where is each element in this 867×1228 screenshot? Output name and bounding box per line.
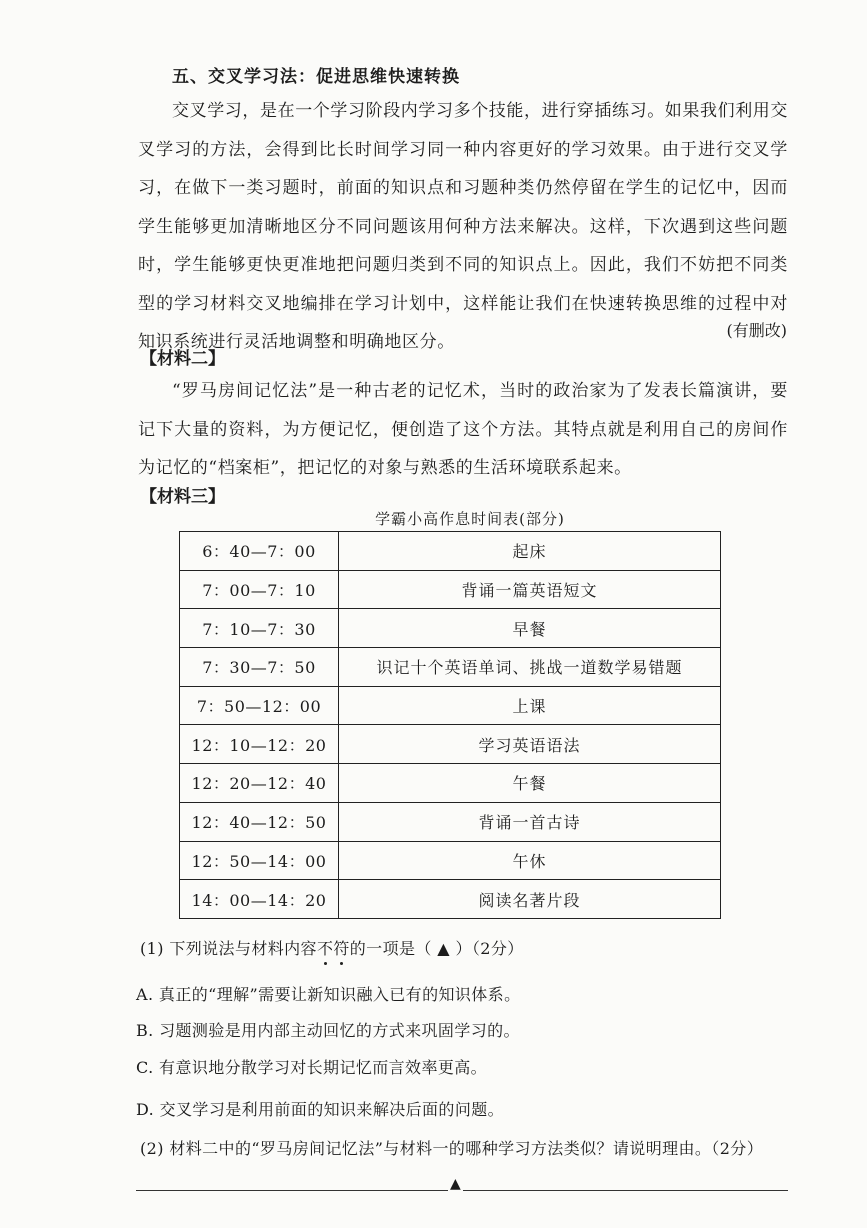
table-row — [180, 841, 721, 880]
activity-cell: 上课 — [339, 686, 721, 725]
emphasis-dotted-char: 不 — [317, 936, 333, 959]
time-cell: 12：50—14：00 — [180, 841, 339, 880]
material3-heading: 【材料三】 — [140, 487, 225, 507]
time-cell: 12：20—12：40 — [180, 764, 339, 803]
material2-paragraph: “罗马房间记忆法”是一种古老的记忆术，当时的政治家为了发表长篇演讲，要记下大量的资料，为方便记忆，便创造了这个方法。其特点就是利用自己的房间作为记忆的“档案柜”，把记忆的对象与熟悉的生活环境联系起来。 — [138, 381, 788, 478]
activity-cell: 午休 — [339, 841, 721, 880]
activity-cell: 早餐 — [339, 609, 721, 648]
activity-cell: 阅读名著片段 — [339, 880, 721, 919]
table-row — [180, 532, 721, 571]
activity-cell: 背诵一首古诗 — [339, 802, 721, 841]
activity-cell: 学习英语语法 — [339, 725, 721, 764]
option-c: C. 有意识地分散学习对长期记忆而言效率更高。 — [136, 1058, 488, 1077]
table-title: 学霸小高作息时间表(部分) — [375, 510, 565, 528]
time-cell: 7：10—7：30 — [180, 609, 339, 648]
time-cell: 14：00—14：20 — [180, 880, 339, 919]
answer-mark-icon: ▲ — [450, 1176, 461, 1192]
activity-cell: 识记十个英语单词、挑战一道数学易错题 — [339, 648, 721, 687]
table-row — [180, 686, 721, 725]
table-row — [180, 802, 721, 841]
time-cell: 7：30—7：50 — [180, 648, 339, 687]
table-row — [180, 880, 721, 919]
option-b: B. 习题测验是用内部主动回忆的方式来巩固学习的。 — [136, 1021, 520, 1040]
edit-note: (有删改) — [726, 321, 787, 340]
schedule-table — [179, 531, 721, 919]
option-a: A. 真正的“理解”需要让新知识融入已有的知识体系。 — [136, 985, 521, 1004]
question-1-suffix: 的一项是（ ▲ ）（2分） — [349, 939, 524, 958]
activity-cell: 午餐 — [339, 764, 721, 803]
section-paragraph: 交叉学习，是在一个学习阶段内学习多个技能，进行穿插练习。如果我们利用交叉学习的方法，会得到比长时间学习同一种内容更好的学习效果。由于进行交叉学习，在做下一类习题时，前面的知识点和习题种类仍然停留在学生的记忆中，因而学生能够更加清晰地区分不同问题该用何种方法来解决。这样，下次遇到这些问题时，学生能够更快更准地把问题归类到不同的知识点上。因此，我们不妨把不同类型的学习材料交叉地编排在学习计划中，这样能让我们在快速转换思维的过程中对知识系统进行灵活地调整和明确地区分。 — [138, 101, 788, 352]
time-cell: 12：10—12：20 — [180, 725, 339, 764]
activity-cell: 背诵一篇英语短文 — [339, 570, 721, 609]
table-row — [180, 609, 721, 648]
question-1-prefix: (1) 下列说法与材料内容 — [140, 939, 317, 958]
activity-cell: 起床 — [339, 532, 721, 571]
time-cell: 7：00—7：10 — [180, 570, 339, 609]
emphasis-dotted-char: 符 — [333, 936, 349, 959]
question-1 — [140, 936, 524, 959]
table-row — [180, 764, 721, 803]
table-row — [180, 648, 721, 687]
table-row — [180, 725, 721, 764]
option-d: D. 交叉学习是利用前面的知识来解决后面的问题。 — [136, 1100, 505, 1119]
time-cell: 6：40—7：00 — [180, 532, 339, 571]
question-2: (2) 材料二中的“罗马房间记忆法”与材料一的哪种学习方法类似？请说明理由。（2分） — [140, 1139, 764, 1158]
material2-heading: 【材料二】 — [140, 349, 225, 369]
time-cell: 7：50—12：00 — [180, 686, 339, 725]
table-row — [180, 570, 721, 609]
time-cell: 12：40—12：50 — [180, 802, 339, 841]
section-heading: 五、交叉学习法：促进思维快速转换 — [172, 67, 460, 87]
